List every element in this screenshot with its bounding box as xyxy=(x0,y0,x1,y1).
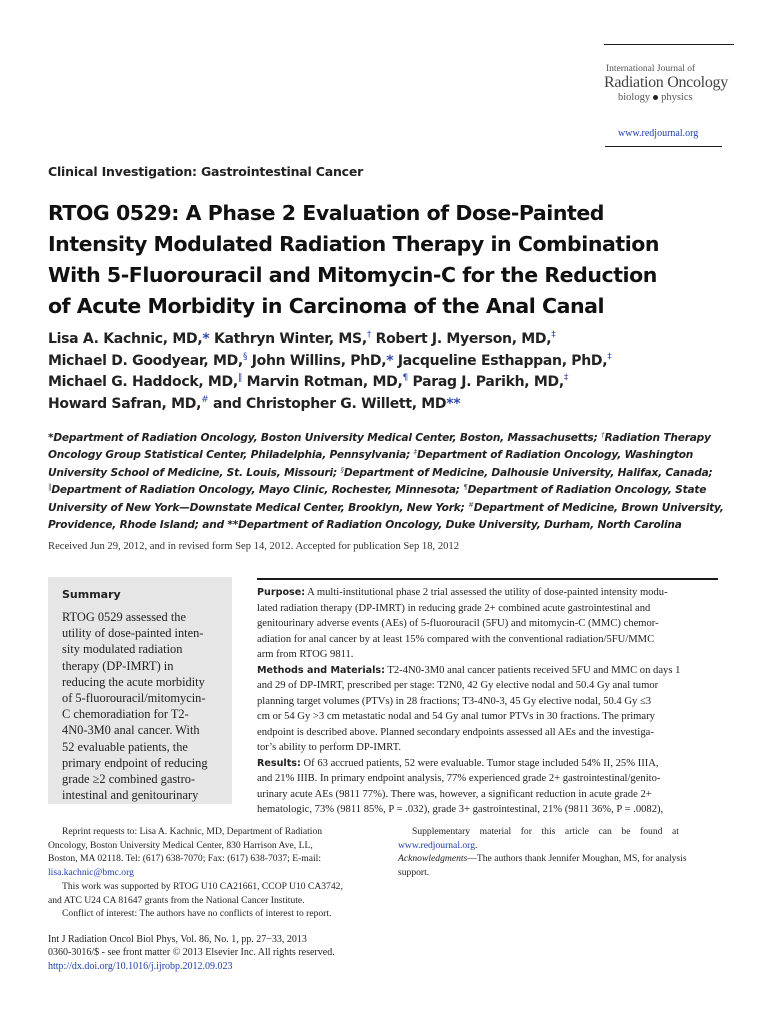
footnote-line: Oncology, Boston University Medical Center, 830 Harrison Ave, LL, xyxy=(48,839,313,851)
logo-rule xyxy=(604,44,734,45)
affiliation-marker[interactable]: ‡ xyxy=(607,351,612,362)
summary-line: utility of dose-painted inten- xyxy=(62,626,204,641)
journal-biology: biology xyxy=(618,92,651,103)
abstract-line: and 29 of DP-IMRT, prescribed per stage: T2N0, 42 Gy elective nodal and 50.4 Gy anal tumor xyxy=(257,680,659,691)
bullet-icon xyxy=(653,95,658,100)
affiliation-row xyxy=(48,430,738,447)
abstract-text: Of 63 accrued patients, 52 were evaluable. Tumor stage included 54% II, 25% IIIA, xyxy=(300,757,659,769)
author-row xyxy=(48,351,738,373)
affiliation-marker[interactable]: ** xyxy=(446,395,461,412)
journal-name-line3 xyxy=(618,92,693,103)
summary-line: RTOG 0529 assessed the xyxy=(62,610,186,624)
author-row xyxy=(48,329,738,351)
abstract-line: tor’s ability to perform DP-IMRT. xyxy=(257,742,402,753)
affiliation-text: Department of Radiation Oncology, State xyxy=(467,484,707,497)
affiliation-row xyxy=(48,500,738,517)
email-link[interactable]: lisa.kachnic@bmc.org xyxy=(48,867,134,879)
abstract-line xyxy=(257,756,719,772)
affiliation-row: Providence, Rhode Island; and **Department of Radiation Oncology, Duke University, Durham, North Carolina xyxy=(48,519,682,532)
summary-line: therapy (DP-IMRT) in xyxy=(62,658,174,673)
affiliation-text: University School of Medicine, St. Louis, Missouri; xyxy=(48,466,341,479)
author-name: and Christopher G. Willett, MD xyxy=(208,395,447,412)
affiliation-marker[interactable]: ‡ xyxy=(563,373,569,383)
footnotes-left xyxy=(48,825,368,921)
affiliation-marker[interactable]: § xyxy=(242,351,248,362)
abstract-line: arm from RTOG 9811. xyxy=(257,649,354,660)
affiliation-marker: ‡ xyxy=(413,448,417,457)
abstract-line: cm or 54 Gy >3 cm metastatic nodal and 54 Gy anal tumor PTVs in 30 fractions. The primary xyxy=(257,711,655,722)
affiliation-marker: † xyxy=(601,431,605,439)
author-name: Lisa A. Kachnic, MD, xyxy=(48,331,203,347)
abstract-line: adiation for anal cancer by at least 15% compared with the conventional radiation/5FU/MMC xyxy=(257,633,655,645)
footnotes-right xyxy=(398,825,718,880)
journal-url-link[interactable]: www.redjournal.org xyxy=(618,128,699,139)
summary-line: grade ≥2 combined gastro- xyxy=(62,772,196,787)
abstract-text: T2-4N0-3M0 anal cancer patients received 5FU and MMC on days 1 xyxy=(384,664,681,676)
journal-name-line1: International Journal of xyxy=(606,64,696,74)
affiliation-marker[interactable]: ‖ xyxy=(237,373,243,383)
footnote-line: Boston, MA 02118. Tel: (617) 638-7070; Fax: (617) 638-7037; E-mail: xyxy=(48,853,321,865)
abstract-line: endpoint is described above. Planned secondary endpoints assessed all AEs and the investiga- xyxy=(257,726,654,738)
title-line: RTOG 0529: A Phase 2 Evaluation of Dose-Painted xyxy=(48,201,605,225)
affiliation-marker: ‖ xyxy=(48,483,52,492)
abstract-line: lated radiation therapy (DP-IMRT) in reducing grade 2+ combined acute gastrointestinal and xyxy=(257,602,651,614)
affiliation-marker: # xyxy=(468,500,474,509)
methods-heading: Methods and Materials: xyxy=(257,664,385,676)
abstract-line: hematologic, 73% (9811 85%, P = .032), grade 3+ gastrointestinal, 21% (9811 36%, P = .0082), xyxy=(257,804,664,815)
author-name: Jacqueline Esthappan, PhD, xyxy=(393,352,608,369)
abstract-line: urinary acute AEs (9811 77%). There was, however, a significant reduction in acute grade 2+ xyxy=(257,788,652,800)
affiliation-marker: § xyxy=(340,465,344,474)
affiliation-marker[interactable]: ‡ xyxy=(551,330,556,340)
abstract-line: genitourinary adverse events (AEs) of 5-fluorouracil (5FU) and mitomycin-C (MMC) chemor- xyxy=(257,618,659,629)
citation-block xyxy=(48,933,335,973)
abstract-rule xyxy=(257,578,718,580)
summary-line: of 5-fluorouracil/mitomycin- xyxy=(62,691,206,706)
affiliations xyxy=(48,430,738,534)
author-name: John Willins, PhD, xyxy=(247,352,387,369)
author-row xyxy=(48,372,738,394)
affiliation-marker: ¶ xyxy=(463,483,468,492)
affiliation-marker[interactable]: * xyxy=(386,352,394,369)
affiliation-row xyxy=(48,482,738,499)
footnote-text: —The authors thank Jennifer Moughan, MS, for analysis xyxy=(467,853,687,865)
summary-line: intestinal and genitourinary xyxy=(62,788,199,803)
affiliation-marker[interactable]: * xyxy=(202,331,210,347)
doi-link[interactable]: http://dx.doi.org/10.1016/j.ijrobp.2012.09.023 xyxy=(48,960,233,972)
affiliation-text: Department of Medicine, Dalhousie University, Halifax, Canada; xyxy=(343,466,713,479)
journal-name-line2: Radiation Oncology xyxy=(604,74,728,91)
abstract-line xyxy=(257,585,719,601)
author-name: Michael G. Haddock, MD, xyxy=(48,374,238,390)
abstract-line: planning target volumes (PTVs) in 28 fractions; T3-4N0-3, 45 Gy elective nodal, 50.4 Gy ≤3 xyxy=(257,695,652,707)
summary-heading: Summary xyxy=(62,588,121,601)
affiliation-row xyxy=(48,447,738,464)
received-dates: Received Jun 29, 2012, and in revised form Sep 14, 2012. Accepted for publication Sep 18, 2012 xyxy=(48,541,460,552)
footnote-line: Reprint requests to: Lisa A. Kachnic, MD, Department of Radiation xyxy=(62,826,323,837)
summary-line: 4N0-3M0 anal cancer. With xyxy=(62,723,200,738)
article-title xyxy=(48,198,728,322)
footnote-line: and ATC U24 CA 81647 grants from the National Cancer Institute. xyxy=(48,894,305,906)
affiliation-marker[interactable]: ¶ xyxy=(402,373,408,383)
summary-line: 52 evaluable patients, the xyxy=(62,739,188,754)
citation-line: Int J Radiation Oncol Biol Phys, Vol. 86, No. 1, pp. 27−33, 2013 xyxy=(48,934,307,945)
author-name: Kathryn Winter, MS, xyxy=(209,331,367,347)
journal-physics: physics xyxy=(661,92,693,103)
author-name: Michael D. Goodyear, MD, xyxy=(48,352,243,369)
author-name: Robert J. Myerson, MD, xyxy=(371,331,552,347)
footnote-line xyxy=(398,852,718,866)
summary-text xyxy=(62,609,232,803)
section-label: Clinical Investigation: Gastrointestinal Cancer xyxy=(48,164,364,179)
affiliation-marker[interactable]: # xyxy=(201,394,209,405)
author-row xyxy=(48,394,738,416)
affiliation-row xyxy=(48,465,738,482)
affiliation-text: Department of Radiation Oncology, Mayo Clinic, Rochester, Minnesota; xyxy=(51,484,464,497)
affiliation-text: Department of Radiation Oncology, Washington xyxy=(416,449,694,462)
author-name: Howard Safran, MD, xyxy=(48,395,202,412)
author-list xyxy=(48,329,738,415)
purpose-heading: Purpose: xyxy=(257,587,306,598)
footnote-line: support. xyxy=(398,867,430,879)
affiliation-text: Radiation Therapy xyxy=(604,432,711,444)
abstract-text: A multi-institutional phase 2 trial assessed the utility of dose-painted intensity modu- xyxy=(305,587,668,598)
affiliation-text: *Department of Radiation Oncology, Boston University Medical Center, Boston, Massachusetts; xyxy=(48,432,602,444)
title-line: Intensity Modulated Radiation Therapy in Combination xyxy=(48,232,660,256)
summary-line: C chemoradiation for T2- xyxy=(62,707,189,722)
citation-line: 0360-3016/$ - see front matter © 2013 Elsevier Inc. All rights reserved. xyxy=(48,947,335,959)
acknowledgments-heading: Acknowledgments xyxy=(398,853,468,865)
header-rule xyxy=(605,146,722,147)
footnote-text: . xyxy=(475,839,478,851)
footnote-line: Conflict of interest: The authors have no conflicts of interest to report. xyxy=(62,908,332,920)
footnote-line: This work was supported by RTOG U10 CA21661, CCOP U10 CA3742, xyxy=(62,880,343,892)
summary-line: sity modulated radiation xyxy=(62,642,183,657)
footnote-line xyxy=(398,839,718,853)
results-heading: Results: xyxy=(257,757,301,769)
footnote-line: Supplementary material for this article can be found at xyxy=(412,826,679,837)
abstract xyxy=(257,585,719,818)
affiliation-text: University of New York—Downstate Medical Center, Brooklyn, New York; xyxy=(48,501,469,514)
title-line: of Acute Morbidity in Carcinoma of the Anal Canal xyxy=(48,294,605,318)
summary-line: primary endpoint of reducing xyxy=(62,755,208,770)
abstract-line xyxy=(257,663,719,679)
supplementary-link[interactable]: www.redjournal.org xyxy=(398,839,475,851)
title-line: With 5-Fluorouracil and Mitomycin-C for the Reduction xyxy=(48,263,657,287)
author-name: Marvin Rotman, MD, xyxy=(242,374,403,390)
abstract-line: and 21% IIIB. In primary endpoint analysis, 77% experienced grade 2+ gastrointestinal/genito- xyxy=(257,773,661,784)
affiliation-text: Department of Medicine, Brown University, xyxy=(473,501,724,514)
affiliation-text: Oncology Group Statistical Center, Philadelphia, Pennsylvania; xyxy=(48,449,414,462)
author-name: Parag J. Parikh, MD, xyxy=(407,374,564,390)
summary-line: reducing the acute morbidity xyxy=(62,674,205,689)
affiliation-marker[interactable]: † xyxy=(366,330,372,340)
